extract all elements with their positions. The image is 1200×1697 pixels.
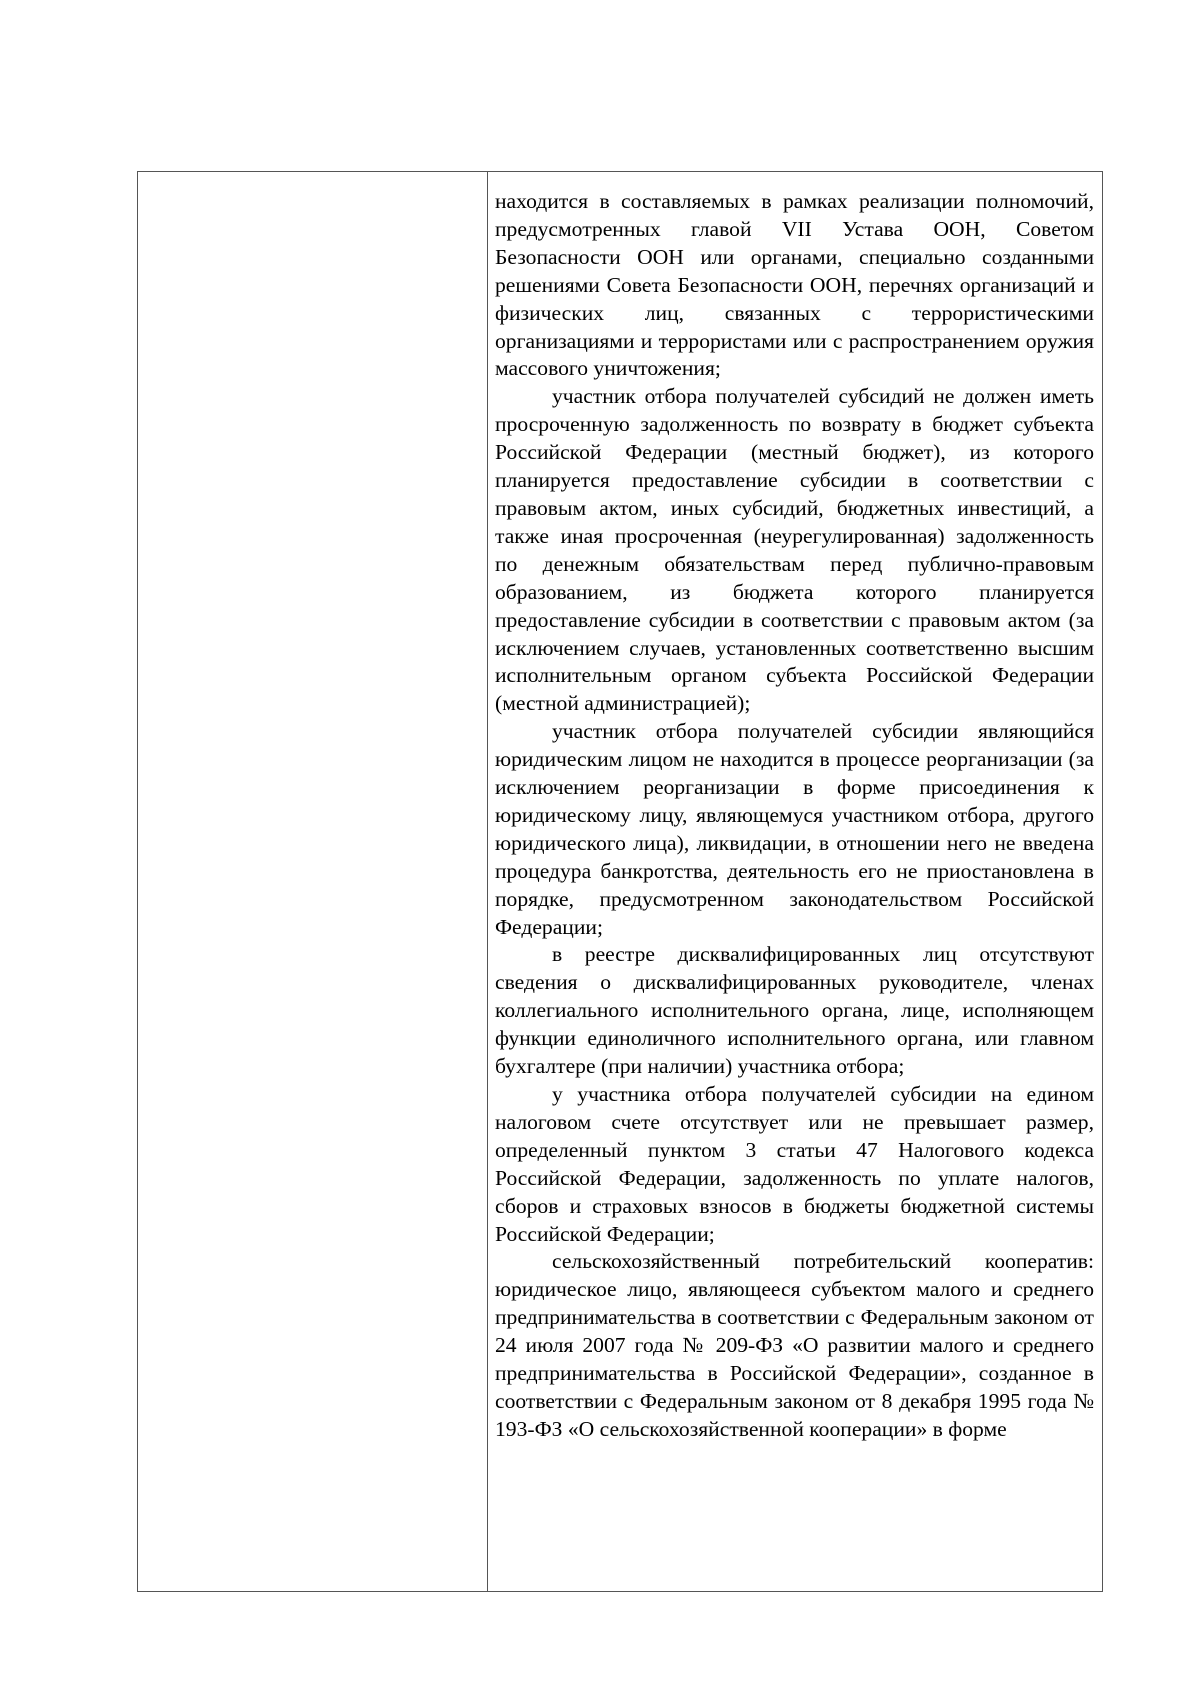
paragraph: у участника отбора получателей субсидии на едином налоговом счете отсутствует или не превышает размер, определенный пунктом 3 статьи 47 Налогового кодекса Российской Федерации, задолженность по уплате налогов, сборов и страховых взносов в бюджеты бюджетной системы Российской Федерации; (495, 1082, 1094, 1246)
table-left-cell (138, 172, 488, 1591)
paragraph: участник отбора получателей субсидии являющийся юридическим лицом не находится в процессе реорганизации (за исключением реорганизации в форме присоединения к юридическому лицу, являющемуся участником отбора, другого юридического лица), ликвидации, в отношении него не введена процедура банкротства, деятельность его не приостановлена в порядке, предусмотренном законодательством Российской Федерации; (495, 719, 1094, 939)
paragraph: участник отбора получателей субсидий не должен иметь просроченную задолженность по возврату в бюджет субъекта Российской Федерации (местный бюджет), из которого планируется предоставление субсидии в соответствии с правовым актом, иных субсидий, бюджетных инвестиций, а также иная просроченная (неурегулированная) задолженность по денежным обязательствам перед публично-правовым образованием, из бюджета которого планируется предоставление субсидии в соответствии с правовым актом (за исключением случаев, установленных соответственно высшим исполнительным органом субъекта Российской Федерации (местной администрацией); (495, 384, 1094, 716)
document-table (137, 171, 1103, 1592)
paragraph: находится в составляемых в рамках реализации полномочий, предусмотренных главой VII Устава ООН, Советом Безопасности ООН или органами, специально созданными решениями Совета Безопасности ООН, перечнях организаций и физических лиц, связанных с террористическими организациями и террористами или с распространением оружия массового уничтожения; (495, 189, 1094, 381)
paragraph: в реестре дисквалифицированных лиц отсутствуют сведения о дисквалифицированных руководителе, членах коллегиального исполнительного органа, лице, исполняющем функции единоличного исполнительного органа, или главном бухгалтере (при наличии) участника отбора; (495, 942, 1094, 1079)
table-right-cell (488, 172, 1102, 1591)
paragraph: сельскохозяйственный потребительский кооператив: юридическое лицо, являющееся субъектом малого и среднего предпринимательства в соответствии с Федеральным законом от 24 июля 2007 года № 209-ФЗ «О развитии малого и среднего предпринимательства в Российской Федерации», созданное в соответствии с Федеральным законом от 8 декабря 1995 года № 193-ФЗ «О сельскохозяйственной кооперации» в форме (495, 1249, 1094, 1441)
